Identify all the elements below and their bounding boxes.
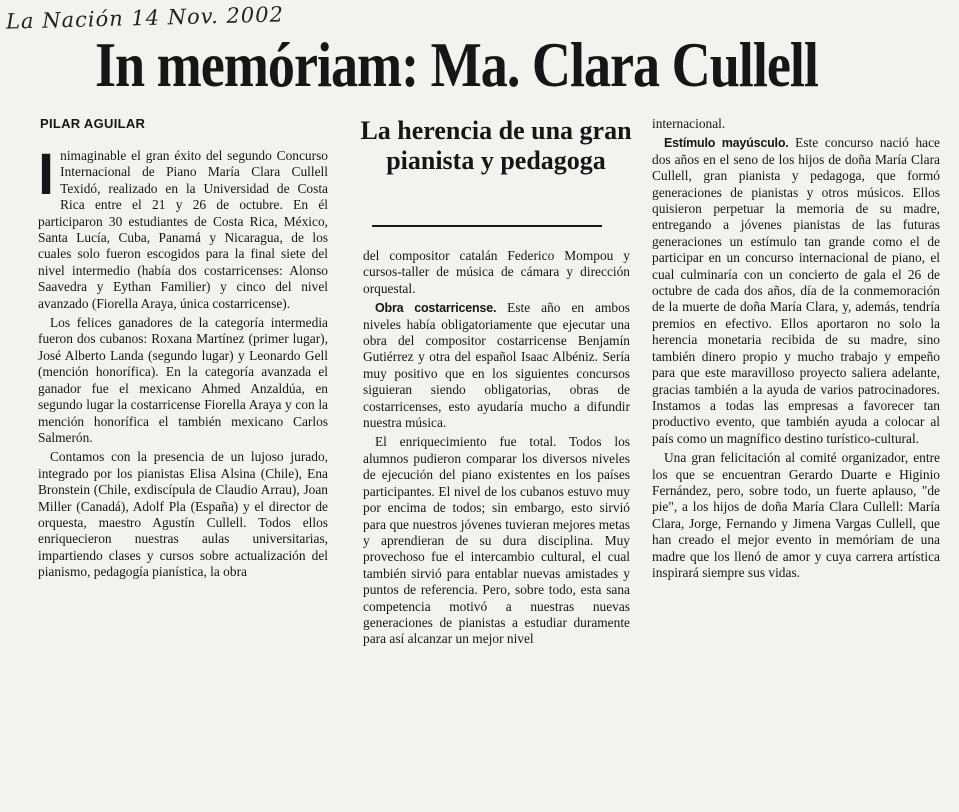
handwritten-source-note: La Nación 14 Nov. 2002 bbox=[5, 2, 285, 34]
paragraph bbox=[652, 135, 940, 447]
drop-cap: I bbox=[38, 148, 55, 207]
paragraph: Contamos con la presencia de un lujoso jurado, integrado por los pianistas Elisa Alsina (Chile), Ena Bronstein (Chile, exdiscípula de Claudio Arrau), Joan Miller (Canadá), Adolf Pla (España) y el director de orquesta, maestro Agustín Cullell. Todos ellos enriquecieron nuestras aulas universitarias, impartiendo clases y cursos sobre actualización del pianismo, pedagogía pianística, la obra bbox=[38, 449, 328, 580]
paragraph bbox=[38, 148, 328, 312]
deck-divider bbox=[372, 225, 602, 227]
paragraph: Una gran felicitación al comité organizador, entre los que se encuentran Gerardo Duarte e Higinio Fernández, pero, sobre todo, un fuerte aplauso, "de pie", a los hijos de doña María Clara Cullell: María Clara, Jorge, Fernando y Jimena Vargas Cullell, que han creado el mejor evento in memóriam de una madre que los llenó de amor y cuya carrera artística inspirará siempre sus vidas. bbox=[652, 450, 940, 580]
paragraph: Los felices ganadores de la categoría intermedia fueron dos cubanos: Roxana Martínez (primer lugar), José Alberto Landa (segundo lugar) y Leonardo Gell (mención honorífica). En la categoría avanzada el ganador fue el mexicano Ahmed Anzaldúa, en segundo lugar la costarricense Fiorella Araya y con la mención honorífica el también mexicano Carlos Salmerón. bbox=[38, 315, 328, 445]
byline: PILAR AGUILAR bbox=[40, 116, 146, 131]
article-column-3 bbox=[652, 116, 940, 710]
paragraph: El enriquecimiento fue total. Todos los alumnos pudieron comparar los diversos niveles de ejecución del piano existentes en los países participantes. El nivel de los cubanos estuvo muy por encima de todos; sin embargo, esto sirvió para que nuestros jóvenes tuvieran mejores metas y aprendieran de su dura disciplina. Muy provechoso fue el intercambio cultural, el cual también sirvió para entablar nuevas amistades y puntos de referencia. Pero, sobre todo, esta sana competencia motivó a nuestras nuevas generaciones de pianistas a estudiar duramente para así alcanzar un mejor nivel bbox=[363, 434, 630, 647]
headline: In memóriam: Ma. Clara Cullell bbox=[95, 30, 818, 100]
paragraph: del compositor catalán Federico Mompou y cursos-taller de música de cámara y dirección orquestal. bbox=[363, 248, 630, 296]
section-subhead: Obra costarricense. bbox=[375, 301, 497, 316]
paragraph-text: Este concurso nació hace dos años en el seno de los hijos de doña María Clara Cullell, gran pianista y pedagoga, que formó generaciones de pianistas y otros músicos. Ellos quisieron perpetuar la memoria de su madre, entregando a jóvenes pianistas de las futuras generaciones un estímulo tan grande como el de participar en un concurso internacional de piano, el cual culminaría con un concierto de gala el 26 de octubre de cada dos años, día de la conmemoración de la muerte de doña María Clara, y, además, tendría premios en efectivo. Ellos aportaron no solo la herencia monetaria recibida de su madre, sino también dinero propio y mucho trabajo y empeño para que este maravilloso proyecto saliera adelante, gracias también a la ayuda de varios patrocinadores. Instamos a todas las empresas a favorecer tan productivo evento, que también ayuda a colocar al país como un magnífico destino turístico-cultural. bbox=[652, 135, 940, 446]
article-column-1 bbox=[38, 148, 328, 712]
section-subhead: Estímulo mayúsculo. bbox=[664, 136, 789, 151]
paragraph: internacional. bbox=[652, 116, 726, 131]
deck-subheadline: La herencia de una gran pianista y pedagoga bbox=[360, 116, 632, 175]
article-column-2 bbox=[363, 248, 630, 812]
paragraph bbox=[363, 300, 630, 431]
paragraph-text: Este año en ambos niveles había obligatoriamente que ejecutar una obra del compositor costarricense Benjamín Gutiérrez y otra del español Isaac Albéniz. Sería muy positivo que en los siguientes concursos siguieran siendo obligatorias, obras de costarricenses, esto ayudaría mucho a difundir nuestra música. bbox=[363, 300, 630, 431]
paragraph-text: nimaginable el gran éxito del segundo Concurso Internacional de Piano María Clara Cullell Texidó, realizado en la Universidad de Costa Rica entre el 21 y 26 de octubre. En él participaron 30 estudiantes de Costa Rica, México, Santa Lucía, Cuba, Panamá y Nicaragua, de los cuales solo fueron escogidos para la final siete del nivel intermedio (había dos costarricenses: Alonso Saavedra y Eythan Familier) y cinco del nivel avanzado (Fiorella Araya, única costarricense). bbox=[38, 148, 328, 311]
